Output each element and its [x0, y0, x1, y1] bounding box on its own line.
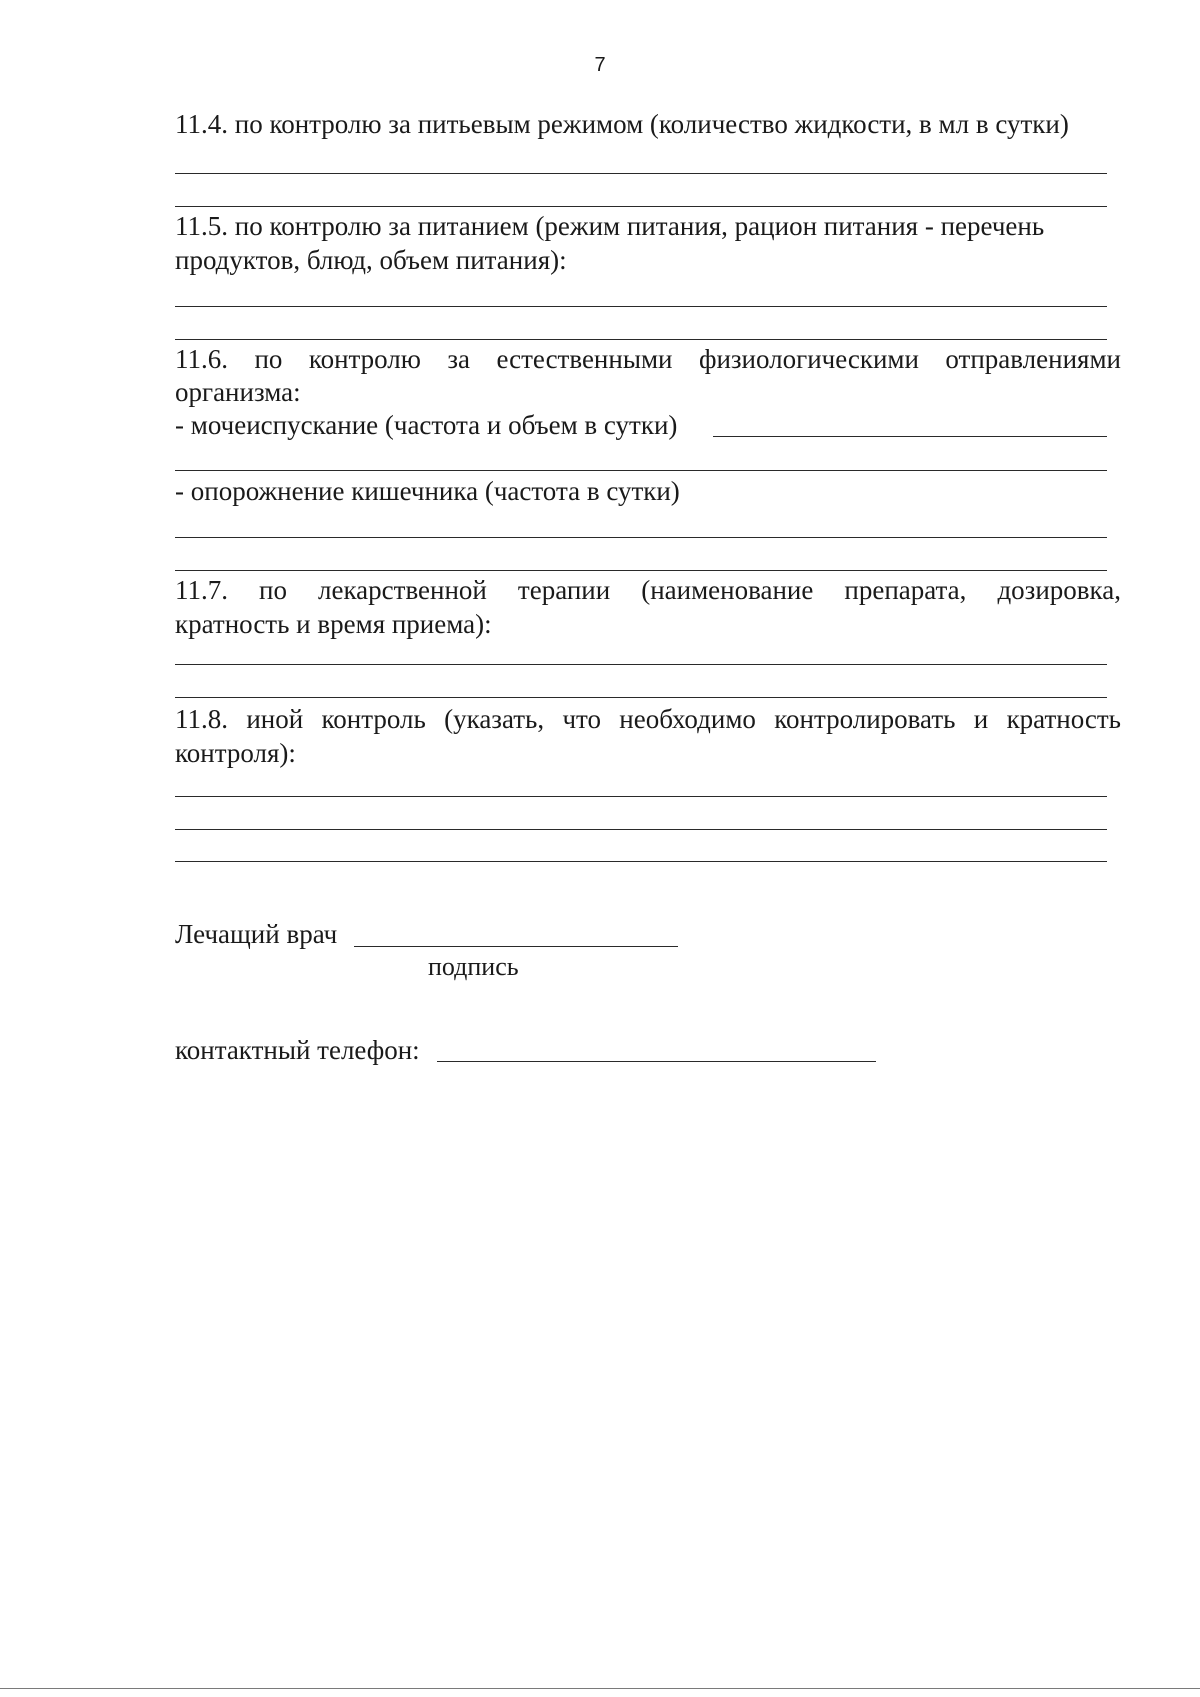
page-number: 7 — [594, 54, 606, 76]
fill-line — [175, 829, 1107, 830]
page-bottom-edge — [0, 1688, 1200, 1689]
section-11-5-line-1: 11.5. по контролю за питанием (режим питания, рацион питания - перечень — [175, 211, 1045, 241]
fill-line — [175, 206, 1107, 207]
fill-line — [175, 697, 1107, 698]
urination-label: - мочеиспускание (частота и объем в сутки) — [175, 410, 678, 440]
section-11-4-text: 11.4. по контролю за питьевым режимом (количество жидкости, в мл в сутки) — [175, 109, 1069, 139]
section-11-7-line-2: кратность и время приема): — [175, 609, 492, 639]
section-11-5-line-2: продуктов, блюд, объем питания): — [175, 245, 567, 275]
contact-phone-line — [437, 1061, 876, 1062]
section-11-6-line-1: 11.6. по контролю за естественными физиологическими отправлениями — [175, 344, 1121, 374]
section-11-7-line-1: 11.7. по лекарственной терапии (наименование препарата, дозировка, — [175, 575, 1121, 605]
signature-line — [354, 946, 678, 947]
fill-line — [175, 861, 1107, 862]
section-11-6-line-2: организма: — [175, 377, 301, 407]
fill-line — [175, 570, 1107, 571]
signature-caption: подпись — [428, 952, 519, 981]
fill-line — [175, 537, 1107, 538]
section-11-8-line-1: 11.8. иной контроль (указать, что необходимо контролировать и кратность — [175, 704, 1121, 734]
section-11-8-line-2: контроля): — [175, 738, 296, 768]
bowel-label: - опорожнение кишечника (частота в сутки) — [175, 476, 680, 506]
attending-doctor-label: Лечащий врач — [175, 919, 338, 949]
fill-line — [175, 173, 1107, 174]
fill-line — [175, 306, 1107, 307]
fill-line — [175, 339, 1107, 340]
fill-line — [175, 796, 1107, 797]
fill-line — [175, 664, 1107, 665]
fill-line — [175, 470, 1107, 471]
contact-phone-label: контактный телефон: — [175, 1035, 420, 1065]
urination-fill-line — [713, 436, 1107, 437]
